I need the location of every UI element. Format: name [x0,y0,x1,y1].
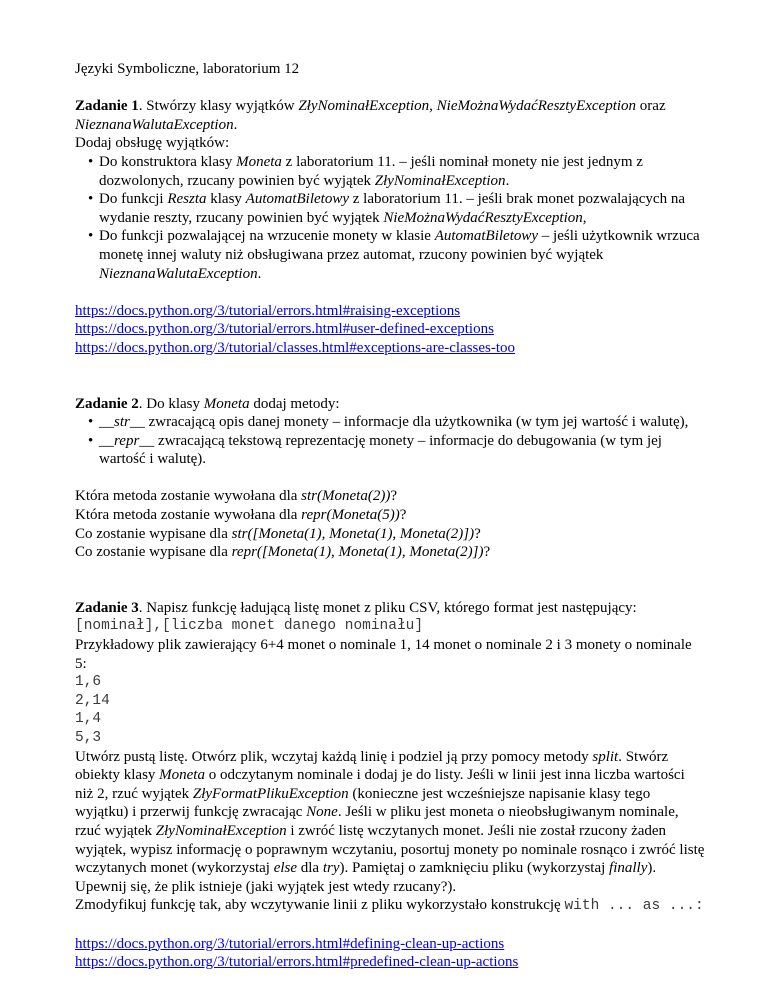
task3-modify: Zmodyfikuj funkcję tak, aby wczytywanie linii z pliku wykorzystało konstrukcję with ... as ...: [75,897,704,915]
task3-example-desc: Przykładowy plik zawierający 6+4 monet o nominale 1, 14 monet o nominale 2 i 3 monety o nominale 5: [75,637,692,672]
task1-label: Zadanie 1 [75,98,139,115]
task1-bullet-list [75,153,705,283]
code-line: 2,14 [75,692,110,709]
task1-link-exceptions-are-classes[interactable]: https://docs.python.org/3/tutorial/classes.html#exceptions-are-classes-too [75,339,516,356]
task3-format: [nominał],[liczba monet danego nominału] [75,618,424,635]
task1-link-user-defined-exceptions[interactable]: https://docs.python.org/3/tutorial/errors.html#user-defined-exceptions [75,321,494,338]
task2-bullet-repr: • __repr__ zwracającą tekstową reprezentację monety – informacje do debugowania (w tym jej wartość i walutę). [75,432,705,469]
task1-bullet-3: • Do funkcji pozwalającej na wrzucenie monety w klasie AutomatBiletowy – jeśli użytkownik wrzuca monetę innej waluty niż obsługiwana przez automat, rzucony powinien być wyjątek NieznanaWalutaException. [75,227,705,283]
task1-bullet-1: • Do konstruktora klasy Moneta z laboratorium 11. – jeśli nominał monety nie jest jednym z dozwolonych, rzucany powinien być wyjątek ZłyNominałException. [75,153,705,190]
task3-instructions: Utwórz pustą listę. Otwórz plik, wczytaj każdą linię i podziel ją przy pomocy metody split. Stwórz obiekty klasy Moneta o odczytanym nominale i dodaj je do listy. Jeśli w linii jest inna liczba wartości niż 2, rzuć wyjątek ZłyFormatPlikuException (konieczne jest wcześniejsze napisanie klasy tego wyjątku) i przerwij funkcję zwracając None. Jeśli w pliku jest moneta o nieobsługiwanym nominale, rzuć wyjątek ZłyNominałException i zwróć listę wczytanych monet. Jeśli nie został rzucony żaden wyjątek, wypisz informację o poprawnym wczytaniu, posortuj monety po nominale rosnąco i zwróć listę wczytanych monet (wykorzystaj else dla try). Pamiętaj o zamknięciu pliku (wykorzystaj finally). Upewnij się, że plik istnieje (jaki wyjątek jest wtedy rzucany?). [75,748,705,895]
code-line: 1,6 [75,674,102,691]
task1-bullet-2: • Do funkcji Reszta klasy AutomatBiletowy z laboratorium 11. – jeśli brak monet pozwalających na wydanie reszty, rzucany powinien być wyjątek NieMożnaWydaćResztyException, [75,190,705,227]
task3-link-predefined-clean-up[interactable]: https://docs.python.org/3/tutorial/errors.html#predefined-clean-up-actions [75,954,519,971]
task2-label: Zadanie 2 [75,395,139,412]
task1-intro: Zadanie 1. Stwórzy klasy wyjątków ZłyNominałException, NieMożnaWydaćResztyException oraz NieznanaWalutaException. [75,98,666,133]
document-page [75,60,705,972]
task3-label: Zadanie 3 [75,599,139,616]
task2-bullet-str: • __str__ zwracającą opis danej monety – informacje dla użytkownika (w tym jej wartość i walutę), [75,413,705,432]
task2-question-2: Która metoda zostanie wywołana dla repr(Moneta(5))? [75,507,407,524]
task3-intro: Zadanie 3. Napisz funkcję ładującą listę monet z pliku CSV, którego format jest następujący: [75,599,637,616]
task2-question-3: Co zostanie wypisane dla str([Moneta(1), Moneta(1), Moneta(2)])? [75,525,481,542]
task1-subheading: Dodaj obsługę wyjątków: [75,135,230,152]
task2-intro: Zadanie 2. Do klasy Moneta dodaj metody: [75,395,340,412]
code-line: 1,4 [75,711,102,728]
task1-link-raising-exceptions[interactable]: https://docs.python.org/3/tutorial/errors.html#raising-exceptions [75,302,461,319]
task2-question-4: Co zostanie wypisane dla repr([Moneta(1), Moneta(1), Moneta(2)])? [75,544,491,561]
task3-link-clean-up-actions[interactable]: https://docs.python.org/3/tutorial/errors.html#defining-clean-up-actions [75,935,505,952]
code-line: 5,3 [75,730,102,746]
task2-question-1: Która metoda zostanie wywołana dla str(Moneta(2))? [75,488,397,505]
page-title: Języki Symboliczne, laboratorium 12 [75,61,300,77]
task2-bullet-list [75,413,705,469]
